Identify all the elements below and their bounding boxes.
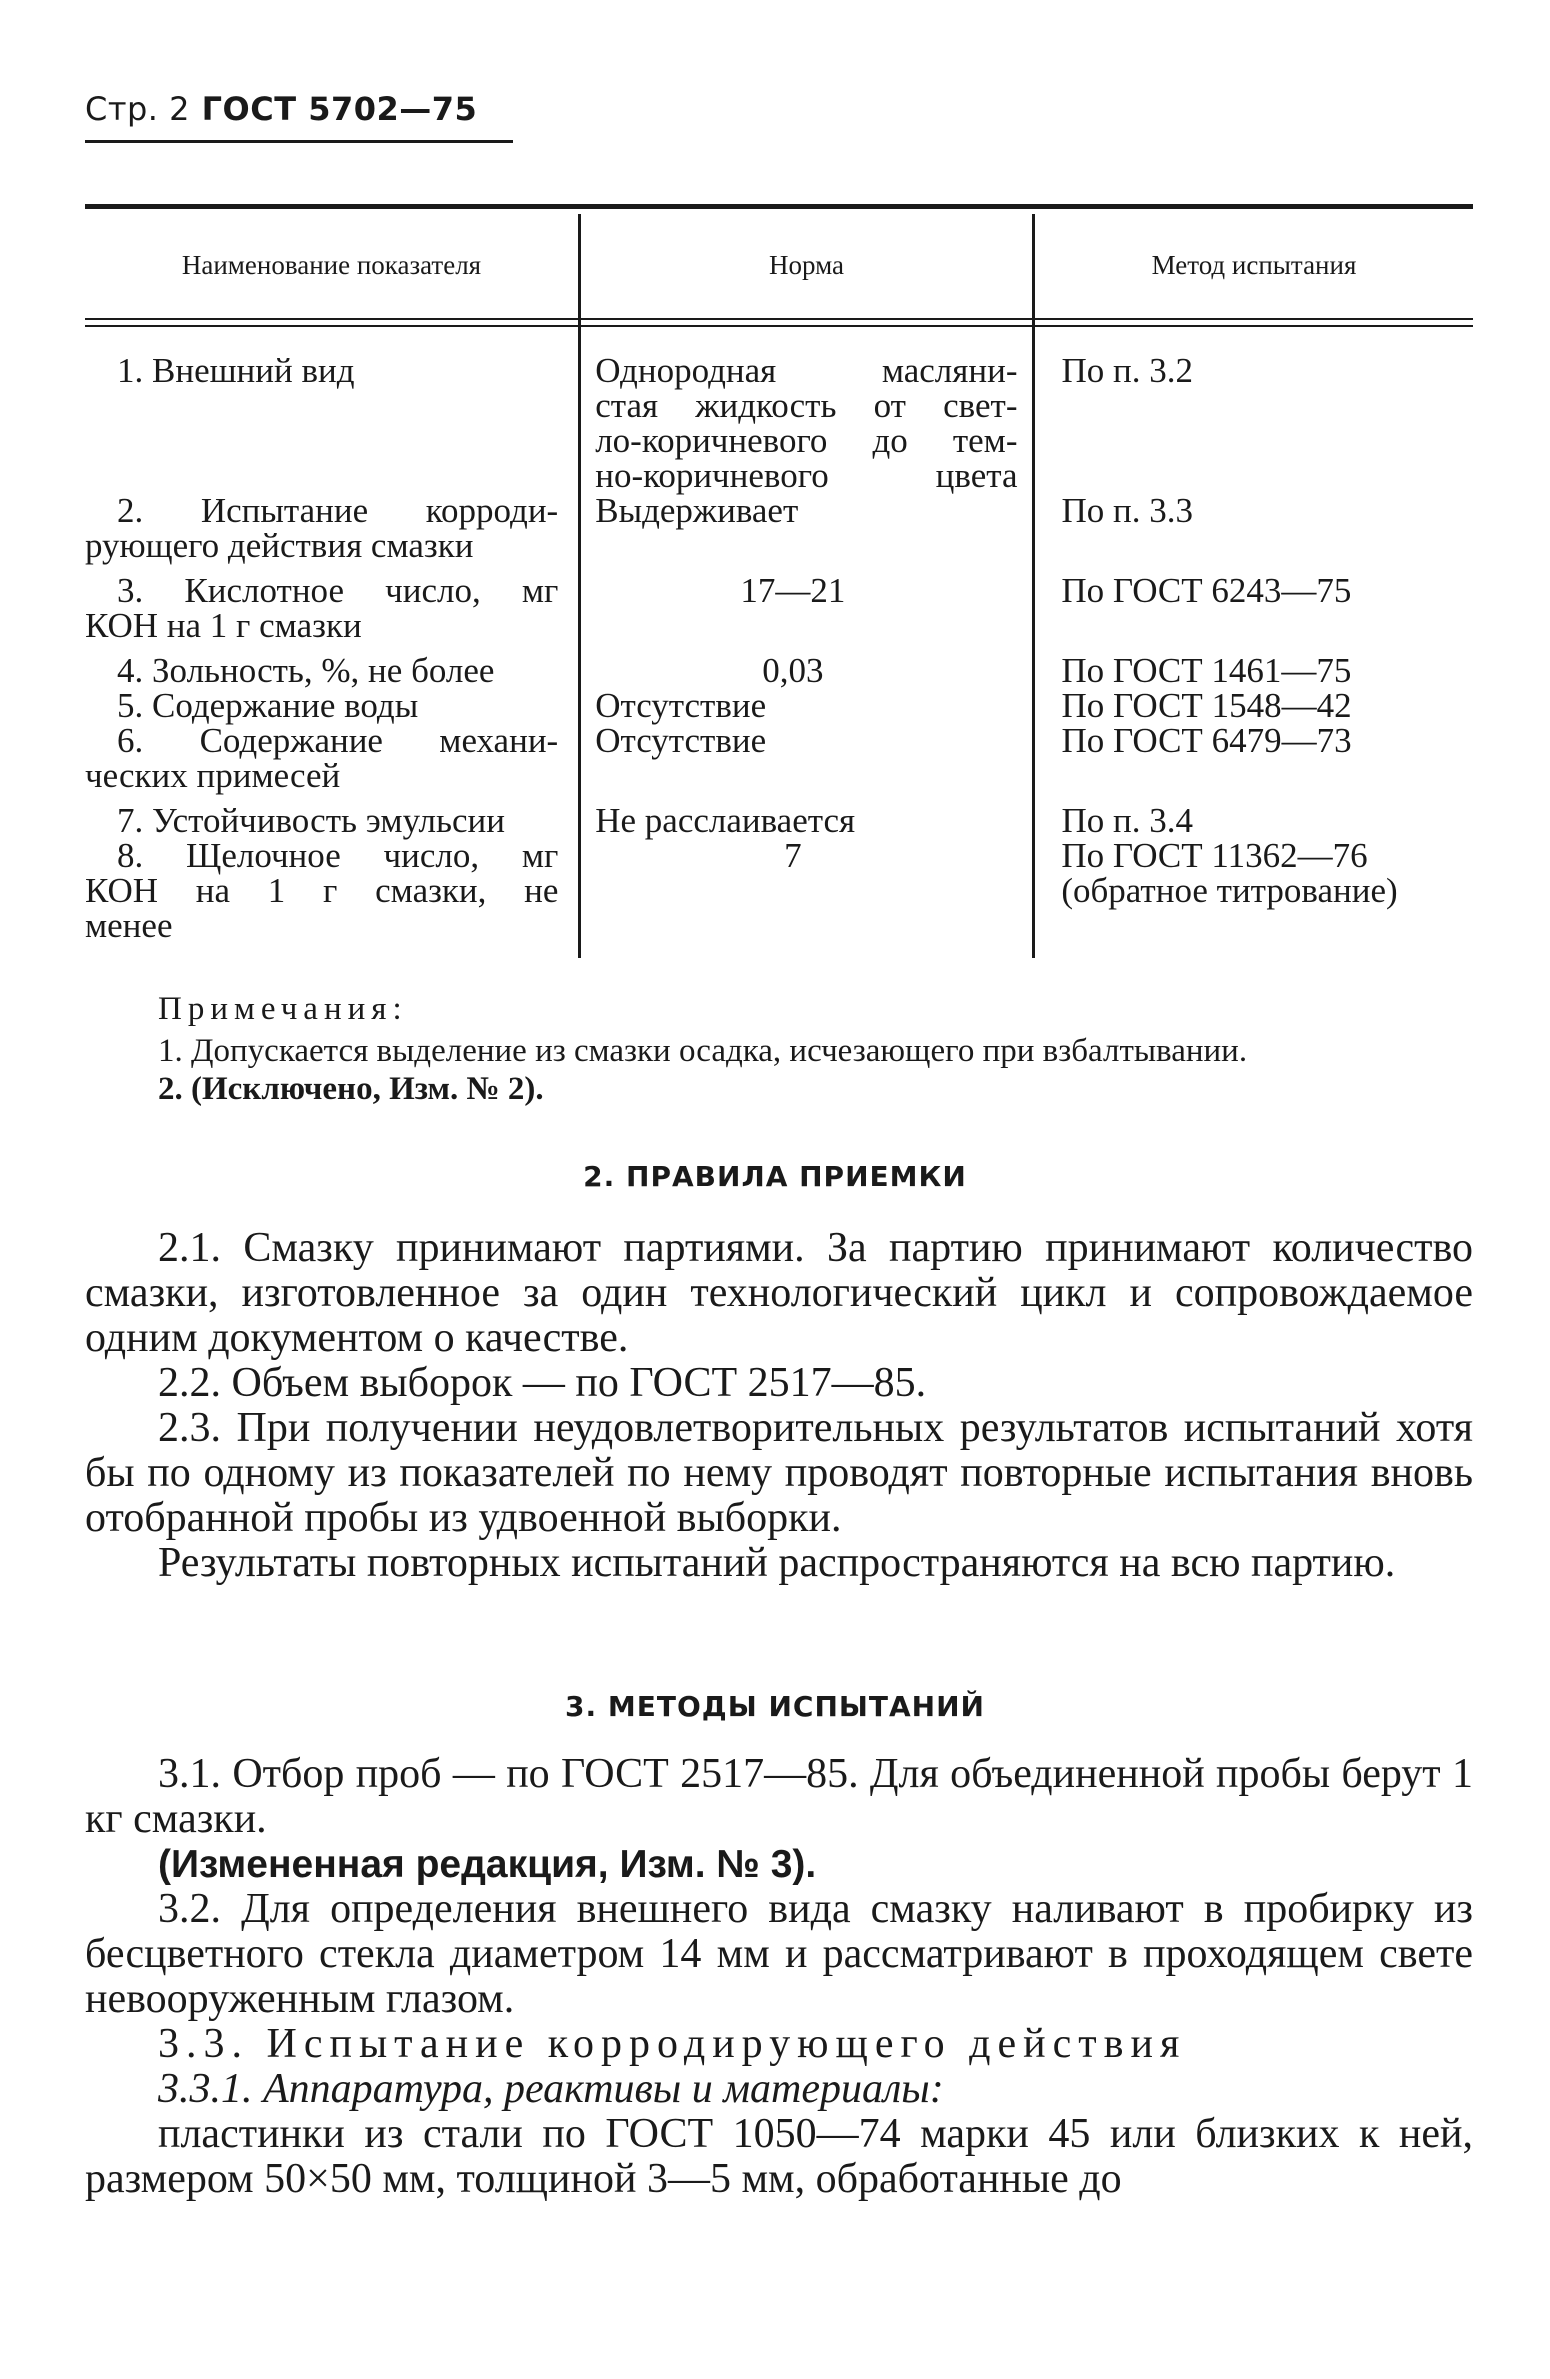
cell-method: По ГОСТ 1548—42 (1061, 686, 1352, 725)
cell-method: По ГОСТ 6243—75 (1061, 571, 1352, 610)
cell-norm: 0,03 (762, 651, 824, 690)
table-row (85, 653, 1473, 688)
section-3-body (85, 1752, 1473, 2202)
table-row (85, 493, 1473, 563)
paragraph: Результаты повторных испытаний распространяются на всю партию. (158, 1540, 1396, 1586)
table-row (85, 353, 1473, 493)
page-header (85, 90, 477, 128)
note-item: 1. Допускается выделение из смазки осадка, исчезающего при взбалтывании. (158, 1033, 1248, 1069)
section-2-body (85, 1226, 1473, 1586)
table-header-rule (85, 318, 1473, 320)
paragraph: 2.2. Объем выборок — по ГОСТ 2517—85. (158, 1360, 927, 1406)
note-item: 2. (Исключено, Изм. № 2). (158, 1071, 544, 1107)
cell-norm: Отсутствие (595, 686, 767, 725)
table-header-norm: Норма (769, 250, 844, 280)
cell-name: 4. Зольность, %, не более (117, 651, 495, 690)
revision-note: (Измененная редакция, Изм. № 3). (158, 1843, 817, 1886)
document-code: ГОСТ 5702—75 (201, 90, 478, 128)
table-body (85, 353, 1473, 943)
table-row (85, 688, 1473, 723)
paragraph: пластинки из стали по ГОСТ 1050—74 марки 45 или близких к ней, размером 50×50 мм, толщиной 3—5 мм, обработанные до (85, 2111, 1473, 2202)
table-row (85, 838, 1473, 943)
cell-method: По п. 3.3 (1061, 491, 1194, 530)
cell-method: По ГОСТ 11362—76 (обратное титрование) (1061, 836, 1398, 910)
page-number: Стр. 2 (85, 90, 190, 128)
cell-name: 5. Содержание воды (117, 686, 419, 725)
cell-method: По п. 3.2 (1061, 351, 1194, 390)
notes-title: Примечания: (158, 991, 408, 1027)
table-row (85, 803, 1473, 838)
paragraph: 3.2. Для определения внешнего вида смазку наливают в пробирку из бесцветного стекла диаметром 14 мм и рассматривают в проходящем свете невооруженным глазом. (85, 1886, 1473, 2022)
table-row (85, 573, 1473, 643)
cell-norm: Не расслаивается (595, 801, 856, 840)
header-rule (85, 140, 513, 143)
paragraph: 2.1. Смазку принимают партиями. За партию принимают количество смазки, изготовленное за один технологический цикл и сопровождаемое одним документом о качестве. (85, 1225, 1473, 1361)
cell-norm: Выдерживает (595, 491, 799, 530)
cell-name: 6. Содержание механи- ческих примесей (85, 721, 559, 795)
paragraph: 3.1. Отбор проб — по ГОСТ 2517—85. Для объединенной пробы берут 1 кг смазки. (85, 1751, 1473, 1842)
section-2-title: 2. ПРАВИЛА ПРИЕМКИ (583, 1160, 967, 1193)
table-header-rule (85, 325, 1473, 327)
cell-name: 2. Испытание корроди- рующего действия смазки (85, 491, 559, 565)
table-notes (158, 990, 1478, 1108)
table-row (85, 723, 1473, 793)
table-header-name: Наименование показателя (181, 250, 482, 280)
paragraph: 2.3. При получении неудовлетворительных результатов испытаний хотя бы по одному из показателей по нему проводят повторные испытания вновь отобранной пробы из удвоенной выборки. (85, 1405, 1473, 1541)
subsection-heading: 3.3.1. Аппаратура, реактивы и материалы: (158, 2066, 944, 2112)
cell-norm: Однородная масляни- стая жидкость от свет- ло-коричневого до тем- но-коричневого цвета (595, 351, 1018, 495)
section-3-title: 3. МЕТОДЫ ИСПЫТАНИЙ (565, 1690, 985, 1723)
cell-method: По п. 3.4 (1061, 801, 1194, 840)
table-top-rule (85, 204, 1473, 209)
cell-name: 8. Щелочное число, мг КОН на 1 г смазки, не менее (85, 836, 559, 945)
cell-name: 3. Кислотное число, мг КОН на 1 г смазки (85, 571, 559, 645)
cell-norm: 17—21 (740, 571, 846, 610)
cell-method: По ГОСТ 1461—75 (1061, 651, 1352, 690)
cell-norm: Отсутствие (595, 721, 767, 760)
table-header-method: Метод испытания (1151, 250, 1357, 280)
cell-method: По ГОСТ 6479—73 (1061, 721, 1352, 760)
cell-name: 7. Устойчивость эмульсии (117, 801, 505, 840)
cell-norm: 7 (784, 836, 802, 875)
subsection-heading: 3.3. Испытание корродирующего действия (158, 2021, 1187, 2067)
cell-name: 1. Внешний вид (117, 351, 355, 390)
